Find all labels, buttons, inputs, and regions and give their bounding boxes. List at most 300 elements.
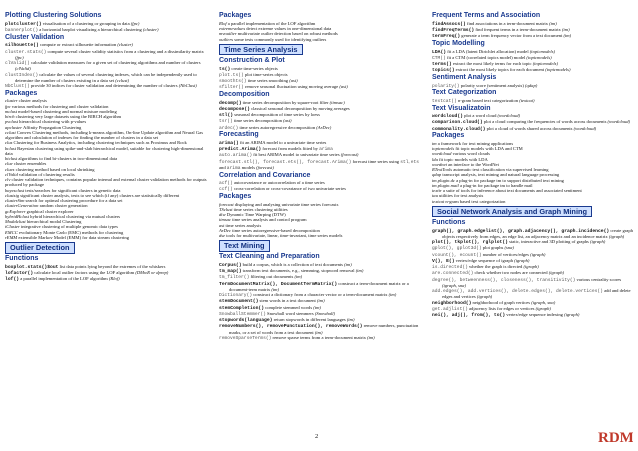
page-number: 2 — [315, 433, 319, 440]
section-banner: Outlier Detection — [5, 242, 75, 254]
function-name: lofactor() — [5, 271, 34, 277]
package-name: clusterSim — [5, 198, 25, 204]
entry-description: fit a CTM (correlated topics model) model — [445, 54, 527, 60]
function-name: TermDocumentMatrix(), DocumentTermMatrix() — [219, 281, 338, 287]
package-name: mvoutlier — [219, 31, 237, 37]
function-name: LDA() — [432, 49, 447, 55]
function-entry — [219, 159, 422, 172]
package-name: topicmodels — [432, 146, 455, 152]
package-tag: (tm) — [367, 334, 375, 340]
entry-description: automatic text classification via supervised learning — [452, 167, 549, 173]
package-name: fpc — [5, 103, 11, 109]
function-name: auto.arima() — [219, 153, 253, 159]
function-name: plot(), tkplot(), rglplot() — [432, 240, 508, 246]
package-tag: (tm) — [313, 304, 321, 310]
function-name: nei(), adj(), from(), to() — [432, 313, 506, 319]
function-name: degree(), betweenness(), closeness(), transitivity() — [432, 277, 576, 283]
entry-description: cluster analysis — [17, 98, 47, 104]
entry-description: algorithms to find bi-clusters in two-dimensional data — [17, 156, 118, 162]
package-name: clv — [5, 177, 11, 183]
function-entry — [432, 312, 635, 318]
function-name: smoothts() — [219, 79, 247, 85]
entry-description: cluster ensembles — [12, 161, 47, 167]
function-name: terms() — [432, 62, 452, 68]
section-banner-wrap — [219, 238, 422, 253]
entry-description: forecast time series using — [351, 158, 401, 164]
entry-description: a plug-in for package tm to handle mail — [458, 182, 533, 188]
function-name: tm_map() — [219, 269, 242, 275]
entry-description: seasonal decomposition of time series by loess — [233, 112, 320, 118]
function-name: removeSparseTerms() — [219, 335, 272, 341]
function-entry — [432, 126, 635, 132]
function-name: SnowballStemmer() — [219, 311, 266, 317]
inline-code: stl — [400, 159, 409, 165]
column-1 — [5, 12, 208, 283]
function-name: is.directed() — [432, 265, 468, 271]
function-entry — [5, 276, 208, 282]
package-tag: (topicmodels) — [529, 48, 556, 54]
entry-description: a framework for text mining applications — [436, 140, 514, 146]
package-tag: (ast) — [339, 84, 348, 90]
entry-description: a plug-in for package tm to support distributed text mining — [454, 177, 564, 183]
package-name: lda — [432, 156, 438, 162]
entry-description: complete stemmed words — [264, 304, 314, 310]
package-name: clue — [5, 161, 13, 167]
function-entry — [432, 33, 635, 39]
section-heading: Frequent Terms and Association — [432, 12, 541, 20]
function-name: get.adjlist() — [432, 306, 468, 312]
function-name: wordcloud() — [432, 114, 463, 120]
entry-description: list data points lying beyond the extremes of the whiskers — [58, 263, 166, 269]
package-name: clustsig — [5, 192, 20, 198]
function-name: ccf() — [219, 187, 233, 193]
entry-description: build a corpus, which is a collection of text documents — [241, 261, 345, 267]
package-tag: (Snowball) — [314, 310, 336, 316]
package-name: textir — [432, 188, 442, 194]
function-entry — [432, 288, 635, 300]
entry-description: add and delete edges and vertices — [442, 288, 631, 300]
entry-description: evolutionary Monte Carlo (EMC) methods for clustering — [17, 229, 124, 235]
package-name: tau — [432, 193, 438, 199]
entry-description: n-gram based text categorization — [456, 97, 520, 103]
package-name: mclust — [5, 108, 17, 114]
function-name: findAssocs() — [432, 21, 466, 27]
function-entry — [432, 277, 635, 289]
section-banner: Text Mining — [219, 240, 270, 252]
entry-description: time series autoregressive decomposition — [238, 124, 317, 130]
entry-description: provide 30 indices for cluster validation and determining the number of clusters — [29, 83, 179, 89]
package-tag: (sna) — [504, 245, 514, 251]
package-tag: (igraph) — [535, 305, 551, 311]
function-name: termFreq() — [432, 34, 461, 40]
function-entry — [219, 323, 422, 335]
entry-description: Dynamic Time Warping (DTW) — [225, 212, 286, 218]
section-banner-wrap — [5, 240, 208, 255]
function-name: stemCompletion() — [219, 305, 265, 311]
section-heading: Functions — [432, 218, 466, 226]
entry-description: and — [219, 164, 227, 170]
function-entry — [432, 228, 635, 240]
entry-description: filtering out documents — [249, 274, 295, 280]
function-name: NbClust() — [5, 84, 30, 90]
package-tag: (clValid) — [15, 66, 31, 72]
function-name: graph(), graph.edgelist(), graph.adjacency(), graph.incidence() — [432, 228, 610, 234]
entry-description: time series analysis — [224, 222, 262, 228]
entry-description: time series decomposition by square-root filter — [241, 99, 330, 105]
package-entry — [5, 130, 208, 141]
section-heading: Cluster Validation — [5, 33, 65, 41]
package-name: rEMM — [5, 234, 18, 240]
entry-description: time series analysis and control program — [231, 217, 307, 223]
section-heading: Forecasting — [219, 131, 259, 139]
function-name: textcat() — [432, 98, 457, 104]
function-name: ts() — [219, 66, 231, 72]
package-tag: (fpc) — [130, 20, 140, 26]
package-tag: (ArDec) — [316, 124, 332, 130]
entry-description: tools for multivariate, linear, time-invariant, time series models — [225, 233, 343, 239]
package-name: dtw — [219, 212, 226, 218]
package-name: ast — [219, 222, 225, 228]
entry-description: an interface to the WordNet — [446, 161, 499, 167]
cheat-sheet-page — [5, 12, 633, 437]
function-name: findFreqTerms() — [432, 28, 475, 34]
function-name: gplot(), gplot3d() — [432, 246, 482, 252]
entry-description: autocovariance or autocorrelation of a time series — [232, 180, 325, 186]
entry-description: detect extreme values in one-dimensional data — [245, 26, 332, 32]
entry-description: multivariate outlier detection based on robust methods — [236, 31, 338, 37]
entry-description: generate a term frequency vector from a text document — [460, 33, 564, 39]
entry-description: hybrid hierarchical clustering via mutual clusters — [29, 213, 121, 219]
package-name: birch — [5, 114, 15, 120]
entry-description: hierarchical clustering with p-values — [18, 119, 87, 125]
entry-description: some tests commonly used for identifying outliers — [233, 36, 327, 42]
section-heading: Plotting Clustering Solutions — [5, 12, 102, 20]
entry-description: Affinity Propagation Clustering — [22, 124, 82, 130]
entry-description: models — [240, 164, 257, 170]
entry-description: time series autoregressive-based decomposition — [231, 227, 320, 233]
package-tag: (forecast) — [256, 164, 274, 170]
section-heading: Construction & Plot — [219, 57, 285, 65]
function-entry — [219, 84, 422, 90]
package-tag: (DMwR or dprep) — [135, 270, 169, 276]
section-banner: Social Network Analysis and Graph Mining — [432, 206, 592, 218]
entry-description: construct a term-document matrix or a document-term matrix — [229, 280, 409, 292]
package-name: textcat — [432, 198, 445, 204]
entry-description: fit topic models with LDA — [437, 156, 488, 162]
package-tag: (Rlof) — [108, 276, 120, 282]
section-heading: Packages — [432, 132, 465, 140]
package-tag: (tm) — [294, 274, 303, 280]
section-heading: Functions — [5, 255, 39, 263]
package-tag: (tm) — [314, 329, 323, 335]
package-name: tm.plugin.dc — [432, 177, 455, 183]
package-name: tm — [432, 140, 437, 146]
function-name: sfilter() — [219, 85, 244, 91]
inline-code: arima — [226, 165, 241, 171]
package-tag: (tm) — [561, 27, 570, 33]
entry-description: cross-correlation or cross-covariance of two univariate series — [232, 186, 346, 192]
package-tag: (tm) — [355, 268, 364, 274]
package-name: extremevalues — [219, 26, 246, 32]
package-name: wordcloud — [432, 151, 452, 157]
package-tag: (igraph) — [523, 264, 539, 270]
entry-description: plot graphs — [481, 245, 505, 251]
section-heading: Packages — [219, 192, 252, 200]
entry-description: calculate validation measures for a given set of clustering algorithms and number of clusters — [29, 60, 201, 66]
entry-description: , — [408, 158, 411, 164]
entry-description: various centrality scores — [575, 276, 622, 282]
column-2 — [219, 12, 422, 341]
package-tag: (topicmodels) — [526, 54, 552, 60]
entry-description: number of vertices/edges — [481, 251, 531, 257]
entry-description: create time-series objects — [230, 65, 278, 71]
package-name: Modalclust — [5, 219, 26, 225]
entry-description: create graph objects respectively from edges, an edge list, an adjacency matrix and an incidence matrix — [442, 227, 633, 239]
package-tag: (tm) — [316, 298, 325, 304]
function-name: tsr() — [219, 119, 233, 125]
package-name: cclust — [5, 129, 16, 135]
entry-description: search for optimal clustering procedure for a data set — [24, 198, 123, 204]
package-name: Rlof — [219, 20, 227, 26]
package-tag: (igraph) — [548, 270, 565, 276]
function-name: Corpus() — [219, 262, 242, 268]
function-name: silhouette() — [5, 43, 39, 49]
function-name: stopwords(language) — [219, 318, 273, 324]
package-tag: (igraph) — [530, 251, 546, 257]
package-tag: (wordcloud) — [497, 113, 521, 119]
package-name: iCluster — [5, 224, 20, 230]
entry-description: validation of clustering results — [17, 171, 75, 177]
entry-description: n-gram based text categorization — [444, 198, 506, 204]
entry-description: extract the most likely terms for each topic — [451, 61, 533, 67]
package-name: apcluster — [5, 124, 23, 130]
function-entry — [432, 98, 635, 104]
entry-description: utilities for text analysis — [437, 193, 484, 199]
entry-description: compute or extract silhouette information — [38, 42, 118, 48]
entry-description: time series smoothing — [246, 78, 290, 84]
package-name: biclust — [5, 156, 18, 162]
entry-description: Convex Clustering methods, including k-means algorithm, On-line Update algorithm and Neural Gas algorithm and calculation of indexes for finding the number of clusters in a data set — [5, 129, 204, 141]
function-name: stemDocument() — [219, 299, 259, 305]
function-name: stl() — [219, 113, 234, 119]
entry-description: fit an ARIMA model to a univariate time series — [238, 139, 327, 145]
entry-description: return stopwords in different languages — [272, 317, 347, 323]
package-tag: (tm) — [271, 286, 280, 292]
function-entry — [219, 125, 422, 131]
function-name: tm_filter() — [219, 275, 250, 281]
inline-code: arima — [319, 147, 333, 153]
entry-description: extensible Markov Model (EMM) for data stream clustering — [17, 234, 130, 240]
entry-description: tests/searches for significant clusters in genetic data — [24, 187, 121, 193]
package-name: EMCC — [5, 229, 18, 235]
entry-description: various methods for clustering and cluster validation — [10, 103, 109, 109]
package-name: TSclust — [219, 206, 233, 212]
section-banner-wrap — [219, 42, 422, 57]
entry-description: fit topic models with LDA and CTM — [454, 146, 523, 152]
package-tag: (igraph) — [564, 312, 580, 318]
package-tag: (fpc) — [15, 54, 24, 60]
package-tag: (igraph) — [608, 233, 625, 239]
entry-description: compute several cluster validity statistics from a clustering and a dissimilarity matrix — [46, 48, 204, 54]
function-name: clustIndex() — [5, 72, 39, 78]
section-heading: Sentiment Analysis — [432, 74, 497, 82]
package-tag: (ast) — [289, 78, 298, 84]
package-entry — [5, 177, 208, 188]
entry-description: calculate local outlier factors using the LOF algorithm — [33, 270, 136, 276]
function-name: boxplot.stats()$out — [5, 264, 59, 270]
function-name: acf() — [219, 181, 233, 187]
entry-description: Snowball word stemmers — [265, 310, 315, 316]
entry-description: remove sparse terms from a term-document matrix — [271, 334, 368, 340]
package-name: bayesclust — [5, 187, 25, 193]
function-name: removeNumbers(), removePunctuation(), removeWords() — [219, 324, 363, 330]
package-tag: (forecast) — [340, 152, 359, 158]
function-entry — [5, 72, 208, 84]
function-name: CTM() — [432, 55, 446, 61]
package-name: timsac — [219, 217, 231, 223]
entry-description: a suite of tools for inference about text documents and associated sentiment — [441, 188, 582, 194]
function-name: predict.Arima() — [219, 147, 262, 153]
section-heading: Text Cleaning and Preparation — [219, 253, 320, 261]
package-tag: (igraph) — [514, 257, 530, 263]
package-tag: (cclust) — [115, 77, 130, 83]
function-name: forecast.stl(), forecast.ets(), forecast.Arima() — [219, 159, 352, 165]
function-name: V(), E() — [432, 258, 455, 264]
function-name: plot.ts() — [219, 72, 244, 78]
function-name: add.edges(), add.vertices(), delete.edges(), delete.vertices() — [432, 289, 603, 295]
function-entry — [5, 83, 208, 89]
package-name: cluster — [5, 98, 18, 104]
entry-description: construct a dictionary from a character vector or a term-document matrix — [252, 292, 389, 298]
entry-description: vertex/edge sequence indexing — [505, 312, 565, 318]
entry-description: a horizontal barplot visualizing a hierarchical clustering — [38, 27, 143, 33]
entry-description: clustering very large datasets using the BIRCH algorithm — [14, 114, 122, 120]
package-tag: (cluster) — [117, 42, 133, 48]
section-banner-wrap — [432, 204, 635, 219]
entry-description: find frequent terms in a term-document matrix — [474, 27, 562, 33]
column-3 — [432, 12, 635, 318]
function-entry — [219, 335, 422, 341]
function-name: commonality.cloud() — [432, 126, 486, 132]
function-name: plotcluster() — [5, 21, 42, 27]
function-name: neighborhood() — [432, 300, 472, 306]
entry-description: model-based clustering and normal mixture modeling — [17, 108, 117, 114]
section-heading: Topic Modelling — [432, 40, 485, 48]
package-name: dse — [219, 233, 226, 239]
package-tag: (topicmodels) — [532, 61, 558, 67]
entry-description: a parallel implementation of the LOF algorithm — [226, 20, 316, 26]
package-tag: (topicmodels) — [545, 67, 571, 73]
entry-description: clustering method based on local shrinking — [14, 166, 95, 172]
function-name: polarity() — [432, 83, 460, 89]
package-tag: (igraph) — [476, 294, 493, 300]
function-name: are.connected() — [432, 271, 474, 277]
function-name: decomp() — [219, 100, 242, 106]
package-name: clues — [5, 166, 15, 172]
section-heading: Packages — [5, 89, 38, 97]
entry-description: check whether two nodes are connected — [473, 270, 549, 276]
package-tag: (NbClust) — [178, 83, 197, 89]
function-name: ardec() — [219, 125, 239, 131]
function-name: arima() — [219, 140, 239, 146]
entry-description: hierarchical modal Clustering — [25, 219, 82, 225]
entry-description: adjacency lists for edges or vertices — [467, 305, 536, 311]
package-tag: (tm) — [549, 20, 557, 26]
function-name: lof() — [5, 277, 20, 283]
function-entry — [219, 281, 422, 293]
function-name: clValid() — [5, 61, 30, 67]
package-name: gcExplorer — [5, 208, 26, 214]
package-name: clValid — [5, 171, 18, 177]
package-tag: (cluster) — [142, 27, 159, 33]
function-name: bannerplot() — [5, 28, 39, 34]
package-tag: (igraph) — [589, 239, 606, 245]
entry-description: fit best ARIMA model to univariate time series — [252, 152, 341, 158]
entry-description: plot a cloud of words shared across documents — [485, 125, 574, 131]
entry-description: plot a cloud comparing the frequencies of words across documents — [482, 119, 608, 125]
entry-description: find associations in a term-document matrix — [465, 20, 550, 26]
package-entry — [5, 146, 208, 157]
package-tag: (textcat) — [519, 97, 535, 103]
entry-description: displaying and analysing univariate time series forecasts — [233, 201, 339, 207]
package-name: outliers — [219, 36, 234, 42]
package-tag: (qdap) — [525, 82, 538, 88]
package-tag: (igraph, sna) — [531, 299, 556, 305]
entry-description: extract the most likely topics for each document — [454, 67, 546, 73]
section-heading: Text Visualizatoin — [432, 104, 491, 112]
entry-description: visualisation of a clustering or grouping in data — [41, 20, 131, 26]
entry-description: remove seasonal fluctuation using moving average — [243, 84, 340, 90]
section-banner: Time Series Analysis — [219, 44, 303, 56]
entry-description: integrative clustering of multiple genomic data types — [19, 224, 118, 230]
package-tag: (wordcloud) — [573, 125, 597, 131]
section-heading: Packages — [219, 12, 252, 20]
entry-description: graphical cluster explorer — [25, 208, 74, 214]
inline-code: ets — [410, 159, 420, 165]
package-name: tm.plugin.mail — [432, 182, 459, 188]
entry-description: plot time-series objects — [243, 71, 288, 77]
entry-description: calculate the values of several clustering indexes, which can be independently used to determine the number of clusters existing in a data set — [15, 71, 197, 83]
entry-description: time series decomposition — [232, 118, 284, 124]
entry-description: remove numbers, punctuation marks, or a set of words from a text document — [229, 323, 419, 335]
entry-description: neighborhood of graph vertices — [471, 299, 532, 305]
entry-description: transcript analysis, text mining and natural language processing — [441, 172, 560, 178]
function-name: decompose() — [219, 106, 250, 112]
function-entry — [5, 49, 208, 61]
package-name: forecast — [219, 201, 234, 207]
package-name: clusterGeneration — [5, 203, 39, 209]
entry-description: time series clustering utilities — [232, 206, 288, 212]
entry-description: Bayesian clustering using spike-and-slab hierarchical model, suitable for clustering high-dimensional data — [5, 145, 204, 156]
entry-description: polarity score (sentiment analysis) — [459, 82, 526, 88]
package-tag: (tm) — [344, 261, 352, 267]
entry-description: forecast from models fitted by — [261, 146, 320, 152]
entry-description: various word clouds — [451, 151, 490, 157]
package-tag: (tm) — [388, 292, 397, 298]
package-name: bclust — [5, 145, 16, 151]
entry-description: whether the graph is directed — [467, 264, 524, 270]
function-name: vcount(), ecount() — [432, 252, 482, 258]
entry-description: a parallel implementation of the LOF algorithm — [19, 276, 109, 282]
entry-description: vertex/edge sequence of igraph — [454, 257, 515, 263]
function-name: comparison.cloud() — [432, 120, 483, 126]
package-name: qdap — [432, 172, 442, 178]
function-entry — [432, 83, 635, 89]
package-name: wordnet — [432, 161, 447, 167]
function-entry — [219, 186, 422, 192]
entry-description: classical seasonal decomposition by moving averages — [249, 105, 350, 111]
function-name: Dictionary() — [219, 293, 253, 299]
